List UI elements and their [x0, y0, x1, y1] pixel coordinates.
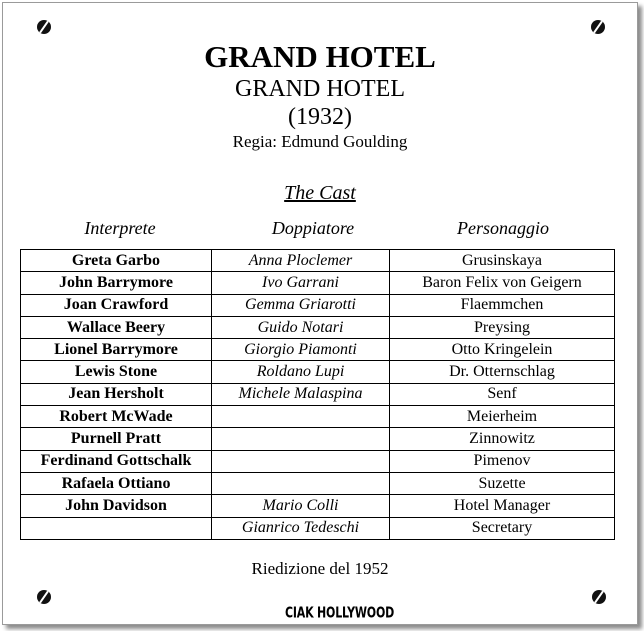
- table-row: [21, 406, 615, 428]
- voice-actor-cell: Ivo Garrani: [212, 272, 390, 294]
- character-cell: Senf: [390, 383, 615, 405]
- character-cell: Preysing: [390, 316, 615, 338]
- table-row: [21, 339, 615, 361]
- table-row: [21, 272, 615, 294]
- table-row: [21, 472, 615, 494]
- voice-actor-cell: [212, 450, 390, 472]
- character-cell: Pimenov: [390, 450, 615, 472]
- actor-cell: John Davidson: [21, 495, 212, 517]
- screw-icon: [37, 20, 51, 34]
- character-cell: Secretary: [390, 517, 615, 539]
- actor-cell: Lewis Stone: [21, 361, 212, 383]
- actor-cell: Joan Crawford: [21, 294, 212, 316]
- voice-actor-cell: Michele Malaspina: [212, 383, 390, 405]
- actor-cell: [21, 517, 212, 539]
- page-title: GRAND HOTEL: [204, 39, 436, 74]
- actor-cell: Lionel Barrymore: [21, 339, 212, 361]
- table-row: [21, 383, 615, 405]
- actor-cell: Jean Hersholt: [21, 383, 212, 405]
- column-header-doppiatore: Doppiatore: [271, 218, 355, 238]
- actor-cell: Ferdinand Gottschalk: [21, 450, 212, 472]
- column-header-personaggio: Personaggio: [457, 218, 549, 238]
- character-cell: Suzette: [390, 472, 615, 494]
- voice-actor-cell: Gemma Griarotti: [212, 294, 390, 316]
- actor-cell: Wallace Beery: [21, 316, 212, 338]
- reissue-note: Riedizione del 1952: [251, 559, 389, 578]
- character-cell: Baron Felix von Geigern: [390, 272, 615, 294]
- table-row: [21, 450, 615, 472]
- table-row: [21, 428, 615, 450]
- actor-cell: Purnell Pratt: [21, 428, 212, 450]
- screw-icon: [37, 590, 51, 604]
- table-row: [21, 495, 615, 517]
- column-header-interprete: Interprete: [84, 218, 156, 238]
- voice-actor-cell: Mario Colli: [212, 495, 390, 517]
- ciak-hollywood-logo: CIAK HOLLYWOOD: [285, 604, 395, 622]
- table-row: [21, 250, 615, 272]
- original-title: GRAND HOTEL: [235, 76, 405, 102]
- character-cell: Otto Kringelein: [390, 339, 615, 361]
- character-cell: Dr. Otternschlag: [390, 361, 615, 383]
- character-cell: Hotel Manager: [390, 495, 615, 517]
- table-row: [21, 517, 615, 539]
- plaque: [2, 2, 638, 625]
- actor-cell: Greta Garbo: [21, 250, 212, 272]
- screw-icon: [591, 20, 605, 34]
- voice-actor-cell: [212, 428, 390, 450]
- release-year: (1932): [288, 104, 352, 130]
- voice-actor-cell: [212, 406, 390, 428]
- character-cell: Flaemmchen: [390, 294, 615, 316]
- voice-actor-cell: Gianrico Tedeschi: [212, 517, 390, 539]
- cast-heading: The Cast: [284, 182, 356, 204]
- voice-actor-cell: Anna Ploclemer: [212, 250, 390, 272]
- actor-cell: John Barrymore: [21, 272, 212, 294]
- character-cell: Meierheim: [390, 406, 615, 428]
- actor-cell: Robert McWade: [21, 406, 212, 428]
- director-credit: Regia: Edmund Goulding: [232, 132, 408, 151]
- screw-icon: [592, 590, 606, 604]
- character-cell: Grusinskaya: [390, 250, 615, 272]
- voice-actor-cell: Roldano Lupi: [212, 361, 390, 383]
- actor-cell: Rafaela Ottiano: [21, 472, 212, 494]
- table-row: [21, 294, 615, 316]
- cast-table: [20, 249, 615, 540]
- voice-actor-cell: Guido Notari: [212, 316, 390, 338]
- table-row: [21, 316, 615, 338]
- voice-actor-cell: Giorgio Piamonti: [212, 339, 390, 361]
- voice-actor-cell: [212, 472, 390, 494]
- character-cell: Zinnowitz: [390, 428, 615, 450]
- table-row: [21, 361, 615, 383]
